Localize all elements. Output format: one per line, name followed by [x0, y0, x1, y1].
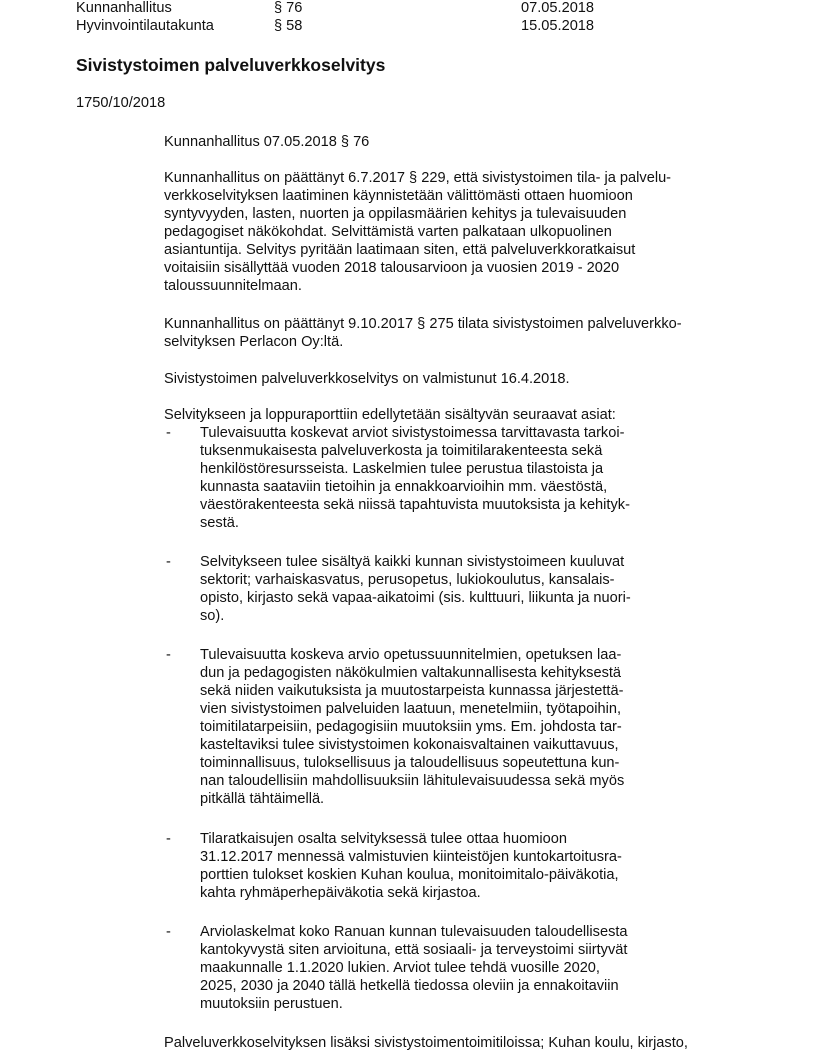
- text-line: henkilöstöresursseista. Laskelmien tulee perustua tilastoista ja: [200, 461, 604, 477]
- text-line: Arviolaskelmat koko Ranuan kunnan tulevaisuuden taloudellisesta: [200, 924, 628, 940]
- text-line: sekä niiden vaikutuksista ja muutostarpeista kunnassa järjestettä-: [200, 683, 624, 699]
- text-line: Tulevaisuutta koskeva arvio opetussuunnitelmien, opetuksen laa-: [200, 647, 622, 663]
- text-line: verkkoselvityksen laatiminen käynnistetään välittömästi ottaen huomioon: [164, 188, 633, 204]
- meta-body: Hyvinvointilautakunta: [76, 18, 214, 34]
- text-line: pitkällä tähtäimellä.: [200, 791, 325, 807]
- paragraph-requirements-intro: [164, 406, 744, 424]
- text-line: vien sivistystoimen palveluiden laatuun, menetelmiin, työtapoihin,: [200, 701, 622, 717]
- text-line: pedagogiset näkökohdat. Selvittämistä varten palkataan ulkopuolinen: [164, 224, 612, 240]
- text-line: asiantuntija. Selvitys pyritään laatimaan siten, että palveluverkkoratkaisut: [164, 242, 636, 258]
- text-line: Selvitykseen tulee sisältyä kaikki kunnan sivistystoimeen kuuluvat: [200, 554, 625, 570]
- text-line: Palveluverkkoselvityksen lisäksi sivistystoimentoimitiloissa; Kuhan koulu, kirjasto,: [164, 1035, 688, 1051]
- text-line: dun ja pedagogisten näkökulmien valtakunnallisesta kehityksestä: [200, 665, 622, 681]
- text-line: sestä.: [200, 515, 239, 531]
- reference-line: Kunnanhallitus 07.05.2018 § 76: [164, 134, 370, 150]
- dash-bullet-icon: -: [166, 647, 171, 663]
- text-line: opisto, kirjasto sekä vapaa-aikatoimi (sis. kulttuuri, liikunta ja nuori-: [200, 590, 631, 606]
- paragraph-decision-2017: [164, 169, 744, 295]
- text-line: kasteltaviksi tulee sivistystoimen kokonaisvaltainen vaikuttavuus,: [200, 737, 619, 753]
- text-line: so).: [200, 608, 225, 624]
- text-line: sektorit; varhaiskasvatus, perusopetus, lukiokoulutus, kansalais-: [200, 572, 615, 588]
- text-line: väestörakenteesta sekä niissä tapahtuvista muutoksista ja kehityk-: [200, 497, 630, 513]
- text-line: Kunnanhallitus on päättänyt 6.7.2017 § 229, että sivistystoimen tila- ja palvelu-: [164, 170, 672, 186]
- text-line: Kunnanhallitus on päättänyt 9.10.2017 § 275 tilata sivistystoimen palveluverkko-: [164, 316, 682, 332]
- text-line: 31.12.2017 mennessä valmistuvien kiinteistöjen kuntokartoitusra-: [200, 849, 622, 865]
- record-number: 1750/10/2018: [76, 95, 166, 111]
- paragraph-order-perlacon: [164, 315, 744, 351]
- text-line: kunnasta saataviin tietoihin ja ennakkoarvioihin mm. väestöstä,: [200, 479, 608, 495]
- paragraph-additional-premises: [164, 1034, 744, 1052]
- text-line: Tulevaisuutta koskevat arviot sivistystoimessa tarvittavasta tarkoi-: [200, 425, 625, 441]
- text-line: porttien tulokset koskien Kuhan koulua, monitoimitalo-päiväkotia,: [200, 867, 619, 883]
- text-line: toimitilatarpeisiin, pedagogisiin muutoksiin yms. Em. johdosta tar-: [200, 719, 622, 735]
- text-line: Sivistystoimen palveluverkkoselvitys on valmistunut 16.4.2018.: [164, 371, 570, 387]
- text-line: voitaisiin sisällyttää vuoden 2018 talousarvioon ja vuosien 2019 - 2020: [164, 260, 620, 276]
- dash-bullet-icon: -: [166, 924, 171, 940]
- text-line: kantokyvystä siten arvioituna, että sosiaali- ja terveystoimi siirtyvät: [200, 942, 628, 958]
- meta-section: § 76: [274, 0, 303, 16]
- paragraph-completed: [164, 370, 744, 388]
- text-line: kahta ryhmäperhepäiväkotia sekä kirjastoa.: [200, 885, 481, 901]
- text-line: maakunnalle 1.1.2020 lukien. Arviot tulee tehdä vuosille 2020,: [200, 960, 600, 976]
- text-line: Tilaratkaisujen osalta selvityksessä tulee ottaa huomioon: [200, 831, 567, 847]
- text-line: tuksenmukaisesta palveluverkosta ja toimitilarakenteesta sekä: [200, 443, 603, 459]
- text-line: Selvitykseen ja loppuraporttiin edellytetään sisältyvän seuraavat asiat:: [164, 407, 616, 423]
- meta-body: Kunnanhallitus: [76, 0, 172, 16]
- meta-row: [76, 0, 776, 17]
- meta-section: § 58: [274, 18, 303, 34]
- text-line: 2025, 2030 ja 2040 tällä hetkellä tiedossa oleviin ja ennakoitaviin: [200, 978, 619, 994]
- text-line: nan taloudellisiin mahdollisuuksiin lähitulevaisuudessa sekä myös: [200, 773, 625, 789]
- text-line: syntyvyyden, lasten, nuorten ja oppilasmäärien kehitys ja tulevaisuuden: [164, 206, 627, 222]
- dash-bullet-icon: -: [166, 831, 171, 847]
- dash-bullet-icon: -: [166, 554, 171, 570]
- text-line: toiminnallisuus, tuloksellisuus ja taloudellisuus sopeutettuna kun-: [200, 755, 620, 771]
- dash-bullet-icon: -: [166, 425, 171, 441]
- document-title: Sivistystoimen palveluverkkoselvitys: [76, 55, 386, 75]
- meta-row: [76, 17, 776, 35]
- text-line: muutoksiin perustuen.: [200, 996, 343, 1012]
- text-line: taloussuunnitelmaan.: [164, 278, 302, 294]
- meta-date: 07.05.2018: [521, 0, 595, 16]
- text-line: selvityksen Perlacon Oy:ltä.: [164, 334, 344, 350]
- meta-date: 15.05.2018: [521, 18, 595, 34]
